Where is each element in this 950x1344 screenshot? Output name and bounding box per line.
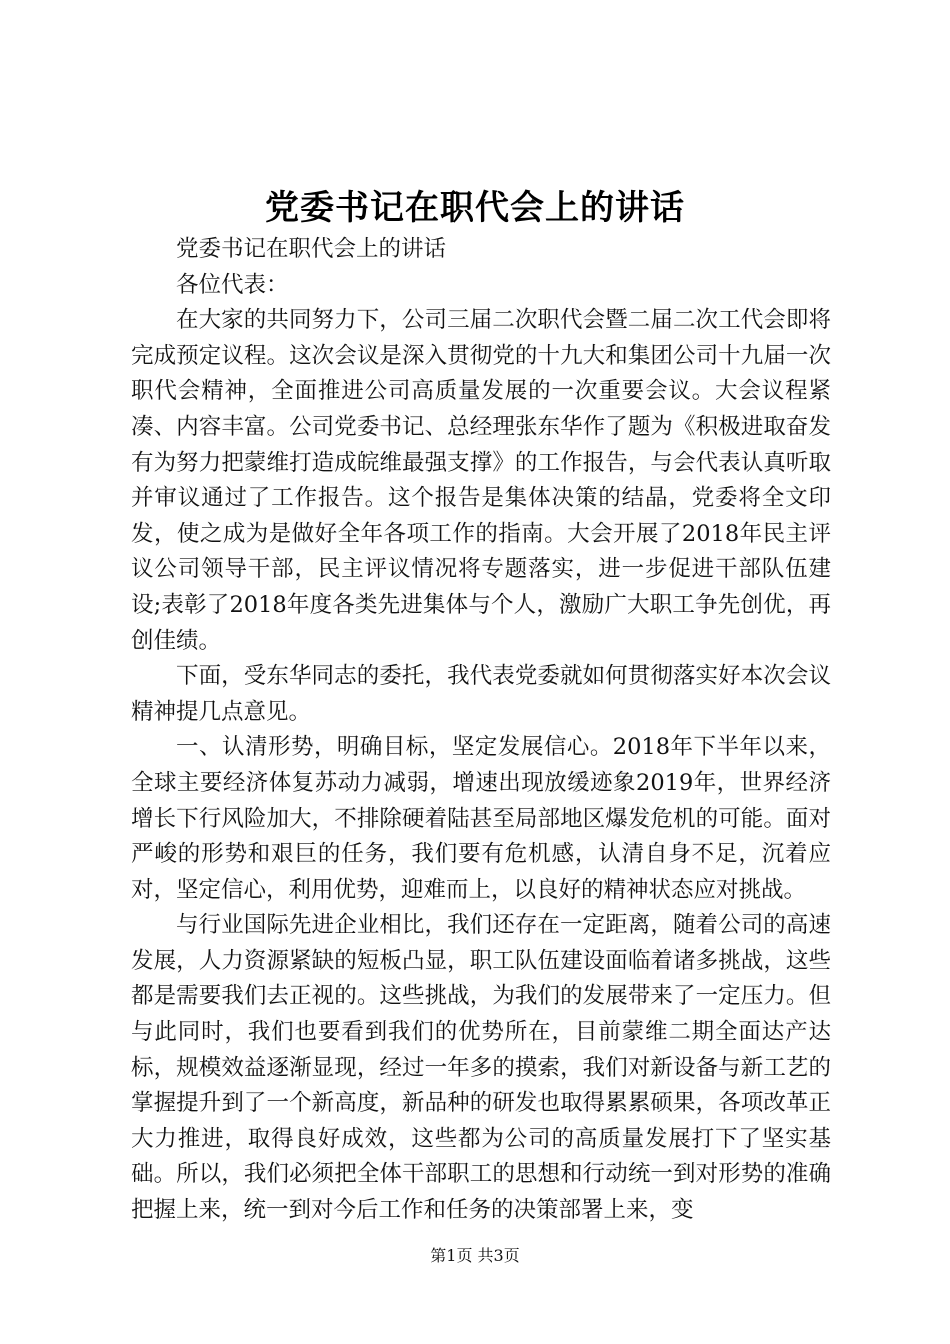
body-paragraph: 与行业国际先进企业相比，我们还存在一定距离，随着公司的高速发展，人力资源紧缺的短板凸显，职工队伍建设面临着诸多挑战，这些都是需要我们去正视的。这些挑战，为我们的发展带来了一定压力。但与此同时，我们也要看到我们的优势所在，目前蒙维二期全面达产达标，规模效益逐渐显现，经过一年多的摸索，我们对新设备与新工艺的掌握提升到了一个新高度，新品种的研发也取得累累硕果，各项改革正大力推进，取得良好成效，这些都为公司的高质量发展打下了坚实基础。所以，我们必须把全体干部职工的思想和行动统一到对形势的准确把握上来，统一到对今后工作和任务的决策部署上来，变	[131, 912, 831, 1224]
page-footer: 第1页 共3页	[430, 1246, 520, 1265]
body-paragraph-salutation: 各位代表：	[176, 271, 289, 298]
document-title: 党委书记在职代会上的讲话	[265, 188, 685, 228]
document-body	[131, 232, 831, 1229]
body-paragraph: 一、认清形势，明确目标，坚定发展信心。2018年下半年以来，全球主要经济体复苏动力减弱，增速出现放缓迹象2019年，世界经济增长下行风险加大，不排除硬着陆甚至局部地区爆发危机的可能。面对严峻的形势和艰巨的任务，我们要有危机感，认清自身不足，沉着应对，坚定信心，利用优势，迎难而上，以良好的精神状态应对挑战。	[131, 734, 831, 903]
body-paragraph: 在大家的共同努力下，公司三届二次职代会暨二届二次工代会即将完成预定议程。这次会议是深入贯彻党的十九大和集团公司十九届一次职代会精神，全面推进公司高质量发展的一次重要会议。大会议程紧凑、内容丰富。公司党委书记、总经理张东华作了题为《积极进取奋发有为努力把蒙维打造成皖维最强支撑》的工作报告，与会代表认真听取并审议通过了工作报告。这个报告是集体决策的结晶，党委将全文印发，使之成为是做好全年各项工作的指南。大会开展了2018年民主评议公司领导干部，民主评议情况将专题落实，进一步促进干部队伍建设;表彰了2018年度各类先进集体与个人，激励广大职工争先创优，再创佳绩。	[131, 307, 831, 654]
body-paragraph-subtitle: 党委书记在职代会上的讲话	[176, 236, 447, 262]
body-paragraph: 下面，受东华同志的委托，我代表党委就如何贯彻落实好本次会议精神提几点意见。	[131, 663, 831, 725]
